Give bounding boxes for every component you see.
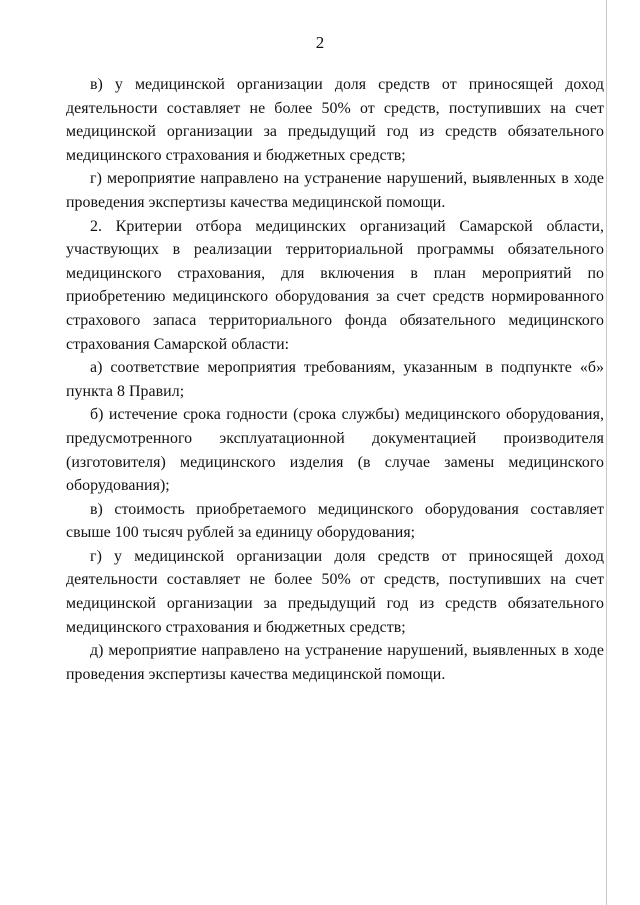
paragraph-v-1: в) у медицинской организации доля средств от приносящей доход деятельности составляет не более 50% от средств, поступивших на счет медицинской организации за предыдущий год из средств обязательного медицинского страхования и бюджетных средств;	[66, 76, 604, 164]
page-edge-line	[606, 0, 607, 905]
paragraph-g-1: г) мероприятие направлено на устранение нарушений, выявленных в ходе проведения экспертизы качества медицинской помощи.	[66, 170, 604, 211]
paragraph-d: д) мероприятие направлено на устранение нарушений, выявленных в ходе проведения экспертизы качества медицинской помощи.	[66, 642, 604, 683]
paragraph-b: б) истечение срока годности (срока службы) медицинского оборудования, предусмотренного эксплуатационной документацией производителя (изготовителя) медицинского изделия (в случае замены медицинского оборудования);	[66, 406, 604, 495]
paragraph-g-2: г) у медицинской организации доля средств от приносящей доход деятельности составляет не более 50% от средств, поступивших на счет медицинской организации за предыдущий год из средств обязательного медицинского страхования и бюджетных средств;	[66, 547, 604, 636]
paragraph-v-2: в) стоимость приобретаемого медицинского оборудования составляет свыше 100 тысяч рублей за единицу оборудования;	[66, 500, 604, 542]
paragraph-a: а) соответствие мероприятия требованиям, указанным в подпункте «б» пункта 8 Правил;	[66, 359, 604, 400]
paragraph-2-criteria: 2. Критерии отбора медицинских организаций Самарской области, участвующих в реализации территориальной программы обязательного медицинского страхования, для включения в план мероприятий по приобретению медицинского оборудования за счет средств нормированного страхового запаса территориального фонда обязательного медицинского страхования Самарской области:	[66, 217, 604, 353]
page-number: 2	[315, 33, 325, 52]
document-body	[66, 73, 604, 686]
